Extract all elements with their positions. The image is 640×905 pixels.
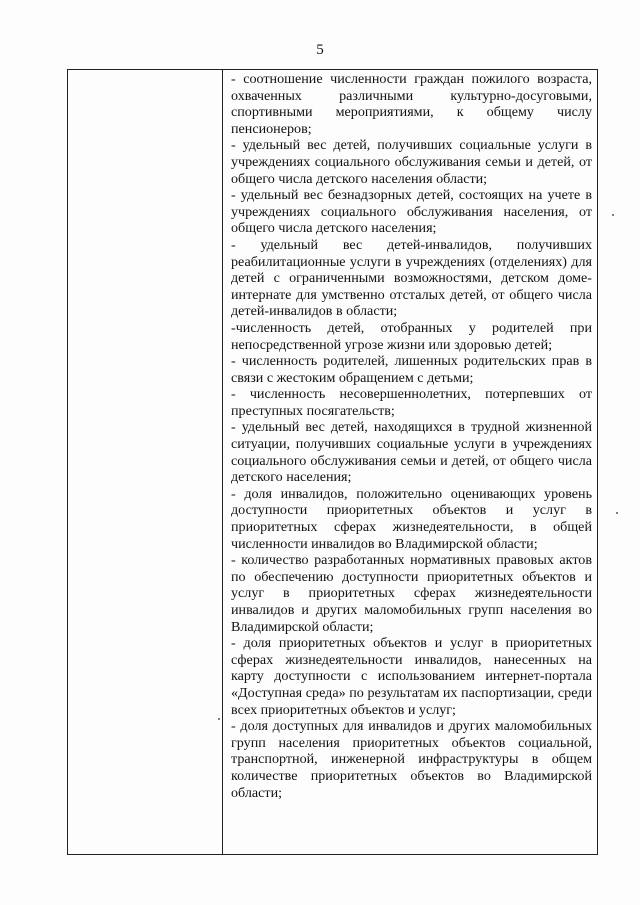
indicator-item: - численность несовершеннолетних, потерпевших от преступных посягательств; xyxy=(231,386,592,419)
indicators-table xyxy=(67,69,598,855)
indicator-item: - удельный вес безнадзорных детей, состоящих на учете в учреждениях социального обслуживания населения, от общего числа детского населения; xyxy=(231,187,592,237)
indicator-item: - соотношение численности граждан пожилого возраста, охваченных различными культурно-досуговыми, спортивными мероприятиями, к общему числу пенсионеров; xyxy=(231,71,592,137)
indicator-item: - удельный вес детей, находящихся в трудной жизненной ситуации, получивших социальные услуги в учреждениях социального обслуживания семьи и детей, от общего числа детского населения; xyxy=(231,419,592,486)
page-number: 5 xyxy=(316,42,324,58)
scan-speck xyxy=(616,512,618,514)
scan-speck xyxy=(612,214,614,216)
indicator-item: - удельный вес детей, получивших социальные услуги в учреждениях социального обслуживания семьи и детей, от общего числа детского населения области; xyxy=(231,137,592,187)
indicator-item: - удельный вес детей-инвалидов, получивших реабилитационные услуги в учреждениях (отделениях) для детей с ограниченными возможностями, детском доме-интернате для умственно отсталых детей, от общего числа детей-инвалидов в области; xyxy=(231,236,592,320)
scan-speck xyxy=(218,718,220,720)
indicator-item: - численность родителей, лишенных родительских прав в связи с жестоким обращением с детьми; xyxy=(231,353,592,386)
indicator-item: - количество разработанных нормативных правовых актов по обеспечению доступности приоритетных объектов и услуг в приоритетных сферах жизнедеятельности инвалидов и других маломобильных групп населения во Владимирской области; xyxy=(231,552,592,635)
indicator-item: - доля приоритетных объектов и услуг в приоритетных сферах жизнедеятельности инвалидов, нанесенных на карту доступности с использованием интернет-портала «Доступная среда» по результатам их паспортизации, среди всех приоритетных объектов и услуг; xyxy=(231,635,592,718)
indicator-item: - доля доступных для инвалидов и других маломобильных групп населения приоритетных объектов социальной, транспортной, инженерной инфраструктуры в общем количестве приоритетных объектов во Владимирской области; xyxy=(231,718,592,801)
indicator-item: - доля инвалидов, положительно оценивающих уровень доступности приоритетных объектов и услуг в приоритетных сферах жизнедеятельности, в общей численности инвалидов во Владимирской области; xyxy=(231,485,592,552)
indicators-list xyxy=(231,71,592,801)
column-divider xyxy=(222,70,223,854)
indicator-item: -численность детей, отобранных у родителей при непосредственной угрозе жизни или здоровью детей; xyxy=(231,319,592,353)
